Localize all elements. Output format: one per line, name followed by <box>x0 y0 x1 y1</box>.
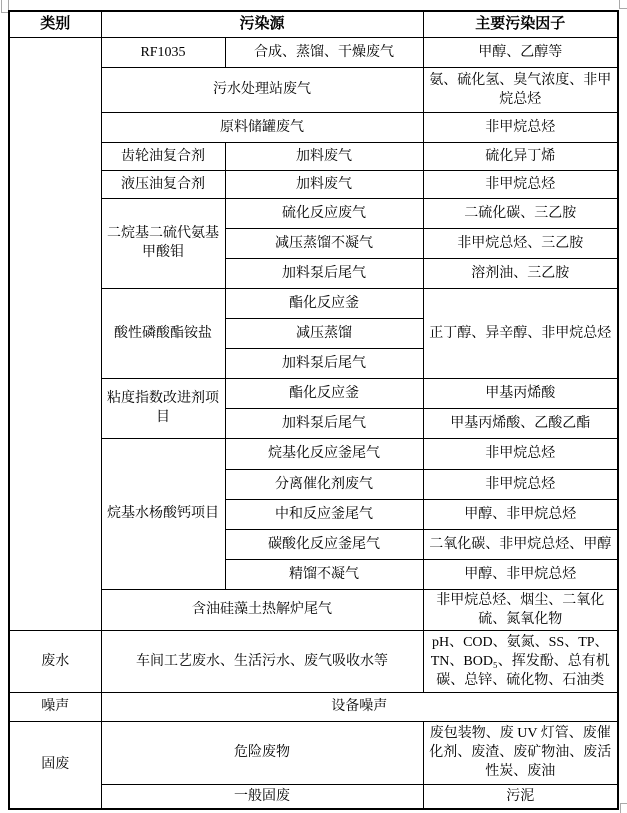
source-cell-molybdenum-2[interactable]: 加料泵后尾气 <box>225 258 423 288</box>
table-row <box>9 142 618 170</box>
table-resize-handle[interactable] <box>620 803 627 813</box>
source-cell-wastewater[interactable]: 车间工艺废水、生活污水、废气吸收水等 <box>101 630 423 692</box>
pollution-source-table <box>8 10 619 810</box>
factors-cell-molybdenum-1[interactable]: 非甲烷总烃、三乙胺 <box>423 228 618 258</box>
table-row <box>9 589 618 630</box>
factors-cell-viscosity-1[interactable]: 甲基丙烯酸、乙酸乙酯 <box>423 408 618 438</box>
factors-cell-rf1035[interactable]: 甲醇、乙醇等 <box>423 37 618 67</box>
product-cell-viscosity-improver[interactable]: 粘度指数改进剂项目 <box>101 378 225 438</box>
header-cell-source[interactable]: 污染源 <box>101 11 423 37</box>
source-cell-viscosity-0[interactable]: 酯化反应釜 <box>225 378 423 408</box>
header-cell-category[interactable]: 类别 <box>9 11 101 37</box>
product-cell-salicylate[interactable]: 烷基水杨酸钙项目 <box>101 438 225 589</box>
source-cell-noise[interactable]: 设备噪声 <box>101 692 618 721</box>
factors-cell-sewage-station[interactable]: 氨、硫化氢、臭气浓度、非甲烷总烃 <box>423 67 618 112</box>
table-row <box>9 630 618 692</box>
table-row <box>9 198 618 228</box>
source-cell-hazardous-waste[interactable]: 危险废物 <box>101 721 423 784</box>
page-corner-mark <box>619 0 627 9</box>
source-cell-salicylate-0[interactable]: 烷基化反应釜尾气 <box>225 438 423 469</box>
source-cell-molybdenum-1[interactable]: 减压蒸馏不凝气 <box>225 228 423 258</box>
factors-cell-viscosity-0[interactable]: 甲基丙烯酸 <box>423 378 618 408</box>
factors-cell-general-solid-waste[interactable]: 污泥 <box>423 784 618 809</box>
source-cell-molybdenum-0[interactable]: 硫化反应废气 <box>225 198 423 228</box>
table-row <box>9 37 618 67</box>
table-row <box>9 288 618 318</box>
table-row <box>9 67 618 112</box>
source-cell-rf1035[interactable]: 合成、蒸馏、干燥废气 <box>225 37 423 67</box>
source-cell-phosphate-2[interactable]: 加料泵后尾气 <box>225 348 423 378</box>
table-row <box>9 378 618 408</box>
product-cell-gear-oil[interactable]: 齿轮油复合剂 <box>101 142 225 170</box>
source-cell-sewage-station[interactable]: 污水处理站废气 <box>101 67 423 112</box>
table-row <box>9 112 618 142</box>
source-cell-salicylate-2[interactable]: 中和反应釜尾气 <box>225 499 423 529</box>
source-cell-phosphate-0[interactable]: 酯化反应釜 <box>225 288 423 318</box>
product-cell-phosphate[interactable]: 酸性磷酸酯铵盐 <box>101 288 225 378</box>
factors-cell-diatomite[interactable]: 非甲烷总烃、烟尘、二氧化硫、氮氧化物 <box>423 589 618 630</box>
factors-cell-wastewater[interactable]: pH、COD、氨氮、SS、TP、TN、BOD₅、挥发酚、总有机碳、总锌、硫化物、石油类 <box>423 630 618 692</box>
factors-cell-molybdenum-0[interactable]: 二硫化碳、三乙胺 <box>423 198 618 228</box>
category-cell-noise[interactable]: 噪声 <box>9 692 101 721</box>
table-header-row <box>9 11 618 37</box>
table-row <box>9 784 618 809</box>
category-cell-waste-gas[interactable] <box>9 37 101 630</box>
category-cell-wastewater[interactable]: 废水 <box>9 630 101 692</box>
source-cell-general-solid-waste[interactable]: 一般固废 <box>101 784 423 809</box>
table-row <box>9 170 618 198</box>
factors-cell-raw-material-tank[interactable]: 非甲烷总烃 <box>423 112 618 142</box>
factors-cell-hydraulic-oil[interactable]: 非甲烷总烃 <box>423 170 618 198</box>
factors-cell-molybdenum-2[interactable]: 溶剂油、三乙胺 <box>423 258 618 288</box>
table-row <box>9 692 618 721</box>
table-row <box>9 438 618 469</box>
category-cell-solid-waste[interactable]: 固废 <box>9 721 101 809</box>
factors-cell-salicylate-2[interactable]: 甲醇、非甲烷总烃 <box>423 499 618 529</box>
factors-cell-gear-oil[interactable]: 硫化异丁烯 <box>423 142 618 170</box>
factors-cell-salicylate-3[interactable]: 二氧化碳、非甲烷总烃、甲醇 <box>423 529 618 559</box>
source-cell-phosphate-1[interactable]: 减压蒸馏 <box>225 318 423 348</box>
factors-cell-hazardous-waste[interactable]: 废包装物、废 UV 灯管、废催化剂、废渣、废矿物油、废活性炭、废油 <box>423 721 618 784</box>
source-cell-salicylate-4[interactable]: 精馏不凝气 <box>225 559 423 589</box>
source-cell-viscosity-1[interactable]: 加料泵后尾气 <box>225 408 423 438</box>
source-cell-salicylate-3[interactable]: 碳酸化反应釜尾气 <box>225 529 423 559</box>
table-row <box>9 721 618 784</box>
product-cell-rf1035[interactable]: RF1035 <box>101 37 225 67</box>
source-cell-gear-oil[interactable]: 加料废气 <box>225 142 423 170</box>
product-cell-molybdenum[interactable]: 二烷基二硫代氨基甲酸钼 <box>101 198 225 288</box>
source-cell-diatomite[interactable]: 含油硅藻土热解炉尾气 <box>101 589 423 630</box>
source-cell-raw-material-tank[interactable]: 原料储罐废气 <box>101 112 423 142</box>
factors-cell-phosphate[interactable]: 正丁醇、异辛醇、非甲烷总烃 <box>423 288 618 378</box>
header-cell-factors[interactable]: 主要污染因子 <box>423 11 618 37</box>
source-cell-salicylate-1[interactable]: 分离催化剂废气 <box>225 469 423 499</box>
source-cell-hydraulic-oil[interactable]: 加料废气 <box>225 170 423 198</box>
factors-cell-salicylate-4[interactable]: 甲醇、非甲烷总烃 <box>423 559 618 589</box>
product-cell-hydraulic-oil[interactable]: 液压油复合剂 <box>101 170 225 198</box>
factors-cell-salicylate-0[interactable]: 非甲烷总烃 <box>423 438 618 469</box>
factors-cell-salicylate-1[interactable]: 非甲烷总烃 <box>423 469 618 499</box>
